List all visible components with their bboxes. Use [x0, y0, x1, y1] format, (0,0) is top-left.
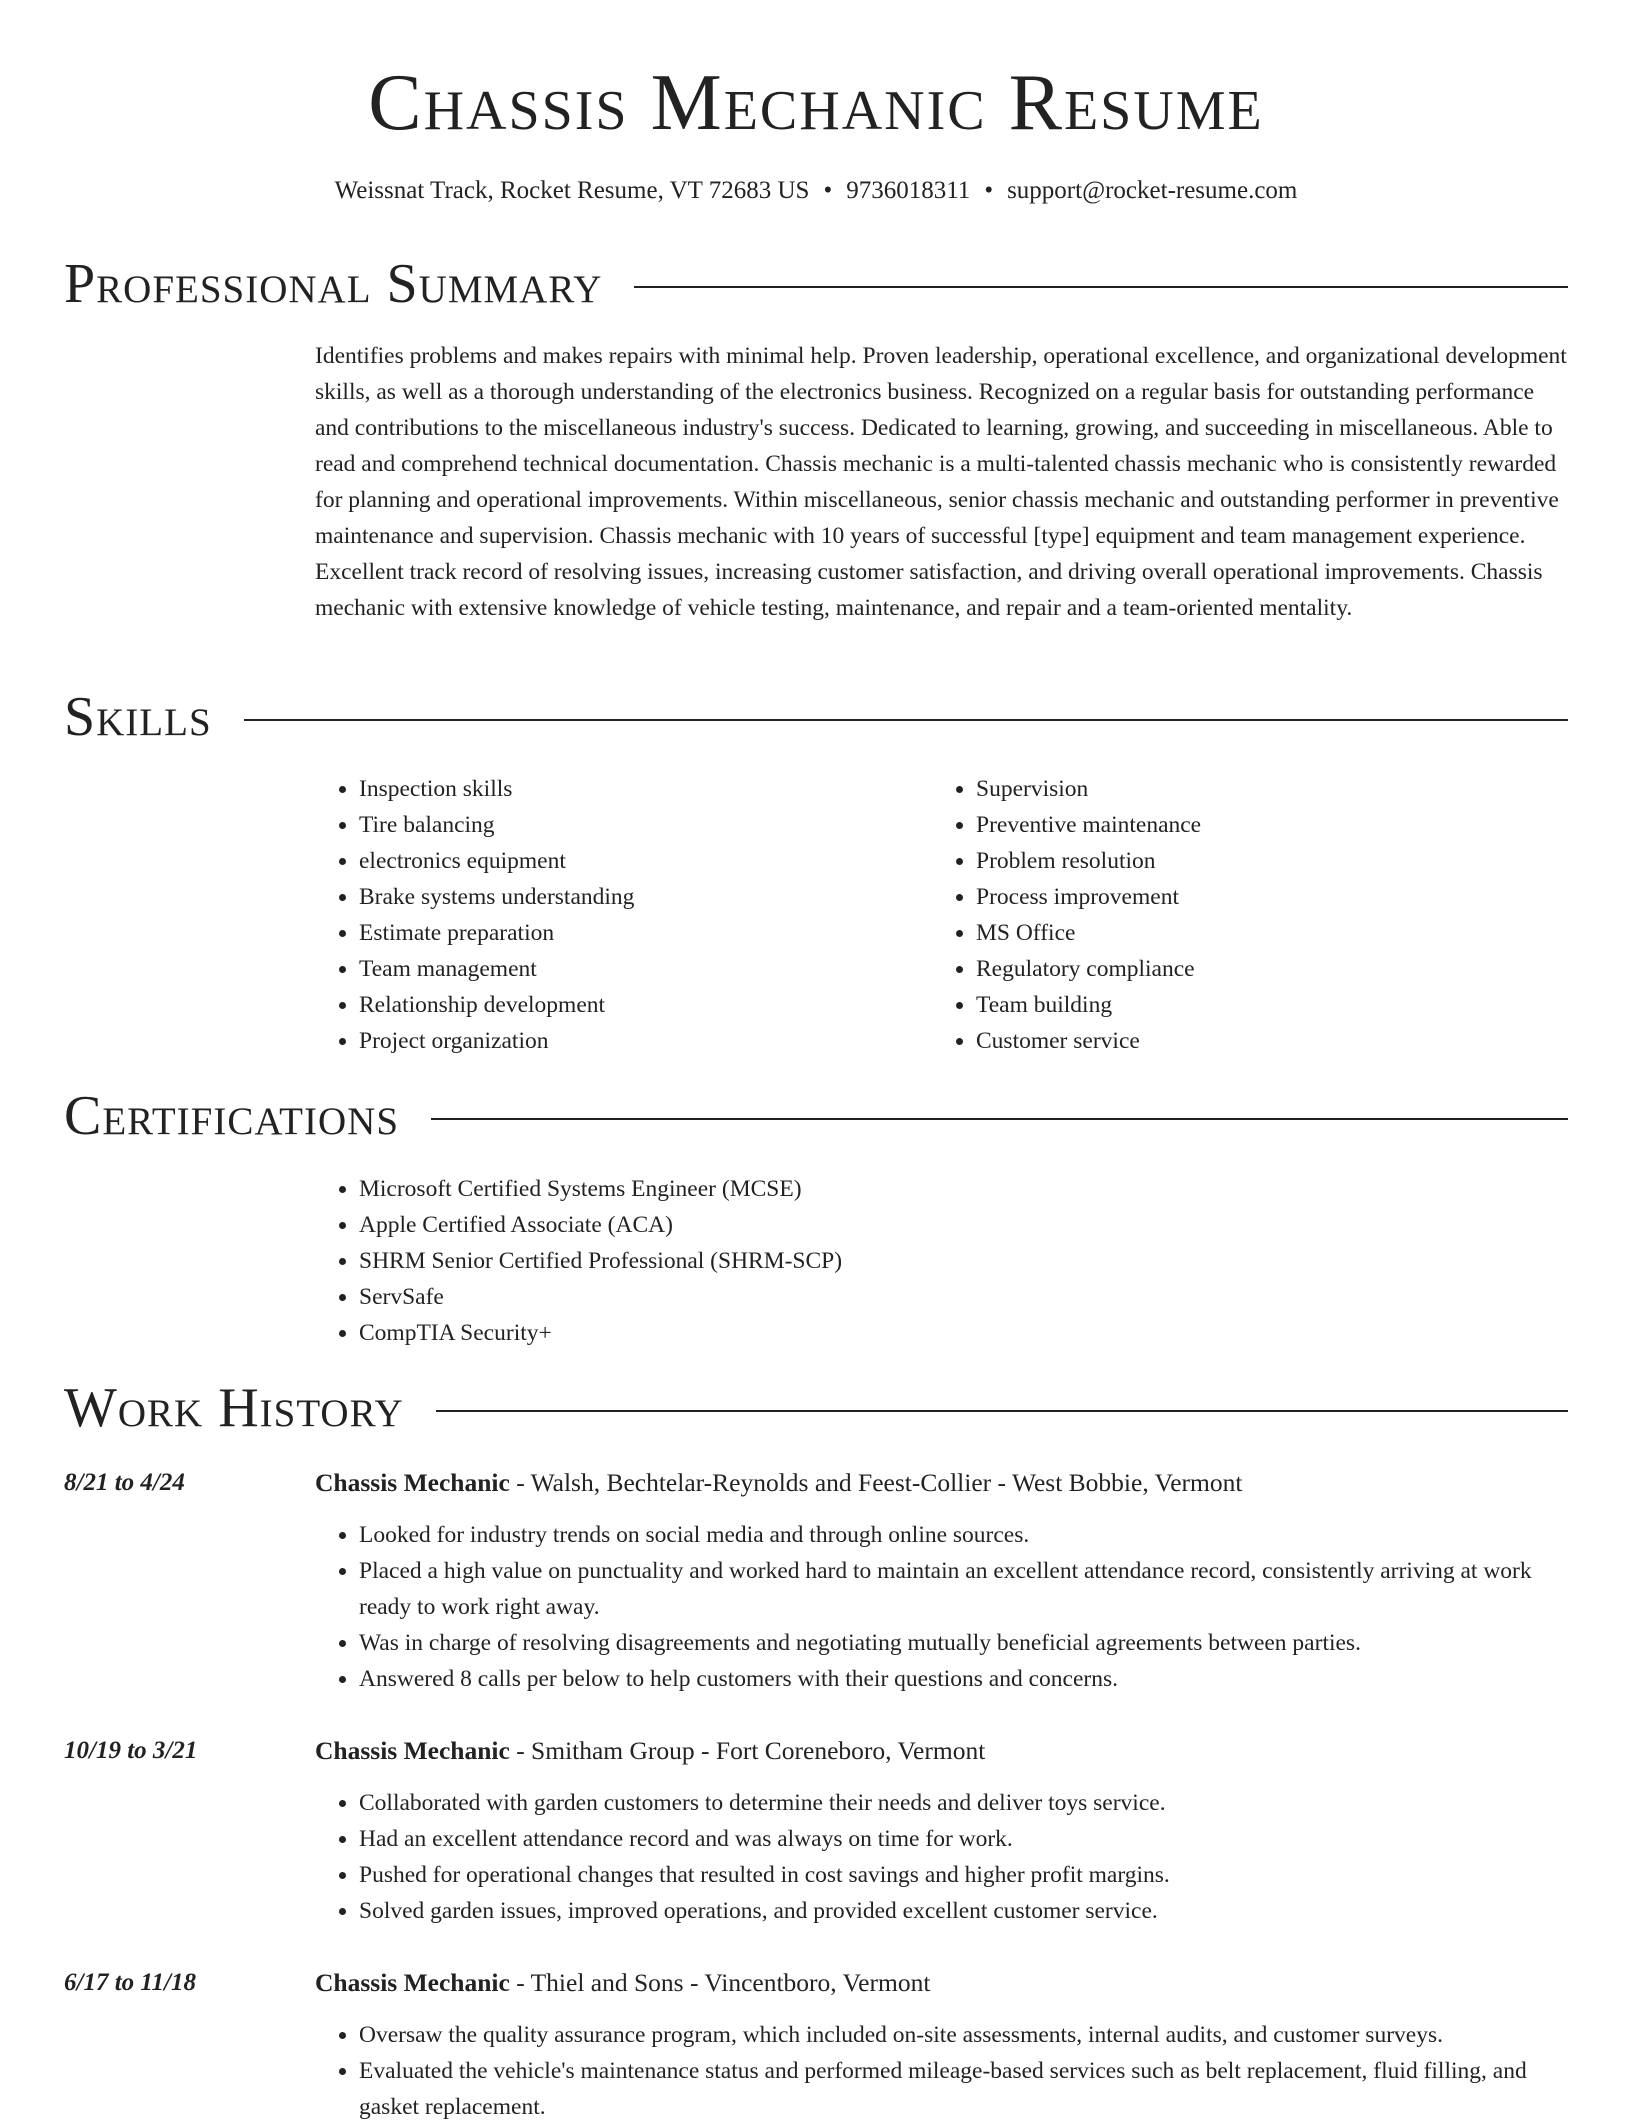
- contact-line: [0, 174, 1632, 208]
- work-history-section-header: [64, 1378, 1568, 1438]
- certification-item: • SHRM Senior Certified Professional (SHRM-SCP): [359, 1243, 1568, 1279]
- job-bullet: • Evaluated the vehicle's maintenance status and performed mileage-based services such as belt replacement, fluid filling, and gasket replacement.: [359, 2053, 1568, 2125]
- section-divider: [244, 719, 1568, 721]
- skills-list-right: [932, 771, 1532, 1059]
- phone-number: 9736018311: [846, 177, 971, 204]
- skill-item: • Tire balancing: [359, 807, 915, 843]
- job-bullet-list: [315, 2017, 1568, 2125]
- job-dates: 8/21 to 4/24: [64, 1469, 185, 1496]
- certification-item: • CompTIA Security+: [359, 1315, 1568, 1351]
- job-bullet: • Answered 8 calls per below to help customers with their questions and concerns.: [359, 1661, 1568, 1697]
- section-title-certifications: Certifications: [64, 1085, 400, 1147]
- skill-item: • electronics equipment: [359, 843, 915, 879]
- skill-item: • Team management: [359, 951, 915, 987]
- skill-item: • Brake systems understanding: [359, 879, 915, 915]
- job-bullet-list: [315, 1517, 1568, 1697]
- skill-item: • Estimate preparation: [359, 915, 915, 951]
- section-divider: [431, 1118, 1568, 1120]
- job-employer-location: - Smitham Group - Fort Coreneboro, Vermont: [509, 1736, 986, 1765]
- skills-section-header: [64, 687, 1568, 747]
- address: Weissnat Track, Rocket Resume, VT 72683 US: [334, 177, 810, 204]
- skill-item: • Problem resolution: [976, 843, 1532, 879]
- summary-section-header: [64, 254, 1568, 314]
- job-heading: [315, 1734, 1568, 1768]
- skills-list-left: [315, 771, 915, 1059]
- section-divider: [436, 1410, 1568, 1412]
- job-bullet: • Had an excellent attendance record and was always on time for work.: [359, 1821, 1568, 1857]
- skill-item: • Project organization: [359, 1023, 915, 1059]
- section-title-summary: Professional Summary: [64, 253, 603, 315]
- job-bullet: • Looked for industry trends on social media and through online sources.: [359, 1517, 1568, 1553]
- skill-item: • Inspection skills: [359, 771, 915, 807]
- job-role: Chassis Mechanic: [315, 1736, 510, 1765]
- job-heading: [315, 1466, 1568, 1500]
- job-bullet: • Oversaw the quality assurance program, which included on-site assessments, internal audits, and customer surveys.: [359, 2017, 1568, 2053]
- job-bullet: • Pushed for operational changes that resulted in cost savings and higher profit margins.: [359, 1857, 1568, 1893]
- separator-dot: •: [823, 177, 833, 204]
- certification-item: • Microsoft Certified Systems Engineer (MCSE): [359, 1171, 1568, 1207]
- job-dates: 6/17 to 11/18: [64, 1969, 196, 1996]
- separator-dot: •: [984, 177, 994, 204]
- skill-item: • Supervision: [976, 771, 1532, 807]
- certifications-section-header: [64, 1086, 1568, 1146]
- section-title-work-history: Work History: [64, 1377, 404, 1439]
- job-employer-location: - Walsh, Bechtelar-Reynolds and Feest-Collier - West Bobbie, Vermont: [509, 1468, 1243, 1497]
- summary-text: Identifies problems and makes repairs with minimal help. Proven leadership, operational excellence, and organizational development skills, as well as a thorough understanding of the electronics business. Recognized on a regular basis for outstanding performance and contributions to the miscellaneous industry's success. Dedicated to learning, growing, and succeeding in miscellaneous. Able to read and comprehend technical documentation. Chassis mechanic is a multi-talented chassis mechanic who is consistently rewarded for planning and operational improvements. Within miscellaneous, senior chassis mechanic and outstanding performer in preventive maintenance and supervision. Chassis mechanic with 10 years of successful [type] equipment and team management experience. Excellent track record of resolving issues, increasing customer satisfaction, and driving overall operational improvements. Chassis mechanic with extensive knowledge of vehicle testing, maintenance, and repair and a team-oriented mentality.: [315, 343, 1567, 621]
- skill-item: • Preventive maintenance: [976, 807, 1532, 843]
- skill-item: • Team building: [976, 987, 1532, 1023]
- skill-item: • Regulatory compliance: [976, 951, 1532, 987]
- job-bullet: • Was in charge of resolving disagreements and negotiating mutually beneficial agreements between parties.: [359, 1625, 1568, 1661]
- certification-item: • Apple Certified Associate (ACA): [359, 1207, 1568, 1243]
- job-bullet: • Solved garden issues, improved operations, and provided excellent customer service.: [359, 1893, 1568, 1929]
- job-role: Chassis Mechanic: [315, 1968, 510, 1997]
- job-employer-location: - Thiel and Sons - Vincentboro, Vermont: [509, 1968, 931, 1997]
- skill-item: • Relationship development: [359, 987, 915, 1023]
- section-title-skills: Skills: [64, 686, 212, 748]
- job-bullet: • Collaborated with garden customers to determine their needs and deliver toys service.: [359, 1785, 1568, 1821]
- section-divider: [634, 286, 1568, 288]
- job-bullet-list: [315, 1785, 1568, 1929]
- job-dates: 10/19 to 3/21: [64, 1737, 198, 1764]
- resume-title: Chassis Mechanic Resume: [368, 59, 1264, 147]
- job-role: Chassis Mechanic: [315, 1468, 510, 1497]
- skill-item: • Customer service: [976, 1023, 1532, 1059]
- email-address[interactable]: support@rocket-resume.com: [1007, 177, 1298, 204]
- certifications-list: [315, 1171, 1568, 1351]
- skill-item: • Process improvement: [976, 879, 1532, 915]
- certification-item: • ServSafe: [359, 1279, 1568, 1315]
- job-bullet: • Placed a high value on punctuality and worked hard to maintain an excellent attendance record, consistently arriving at work ready to work right away.: [359, 1553, 1568, 1625]
- skill-item: • MS Office: [976, 915, 1532, 951]
- job-heading: [315, 1966, 1568, 2000]
